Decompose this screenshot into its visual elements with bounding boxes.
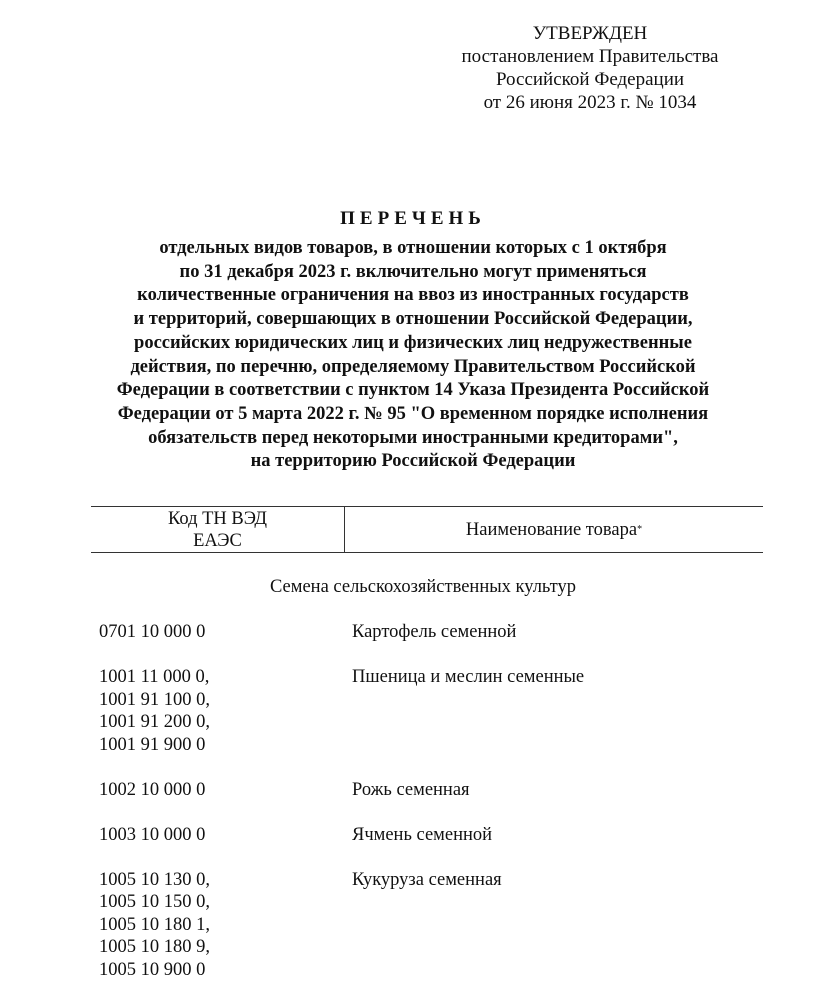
table-row xyxy=(99,869,759,982)
code-value: 1002 10 000 0 xyxy=(99,779,206,800)
column-header-code xyxy=(91,507,345,552)
subtitle-line: российских юридических лиц и физических лиц недружественные xyxy=(134,332,692,353)
approval-stamp xyxy=(440,22,740,114)
code-value: 1005 10 130 0, xyxy=(99,869,210,890)
code-value: 1001 91 900 0 xyxy=(99,734,206,755)
table-row xyxy=(99,779,759,802)
code-cell xyxy=(99,621,352,644)
table-row xyxy=(99,666,759,756)
table-row xyxy=(99,824,759,847)
column-header-code-line1: Код ТН ВЭД xyxy=(167,508,268,529)
subtitle-line: по 31 декабря 2023 г. включительно могут применяться xyxy=(179,261,647,282)
table-header xyxy=(91,506,763,553)
code-value: 1001 11 000 0, xyxy=(99,667,210,687)
document-subtitle xyxy=(60,237,766,474)
code-cell xyxy=(99,779,352,802)
column-header-code-line2: ЕАЭС xyxy=(193,530,242,551)
name-cell: Кукуруза семенная xyxy=(352,869,502,890)
code-value: 1005 10 180 9, xyxy=(99,937,210,957)
code-cell xyxy=(99,824,352,847)
subtitle-line: Федерации в соответствии с пунктом 14 Указа Президента Российской xyxy=(116,380,710,401)
section-title-text: Семена сельскохозяйственных культур xyxy=(269,577,577,597)
approval-line: Российской Федерации xyxy=(495,69,685,90)
code-value: 1001 91 200 0, xyxy=(99,712,210,732)
name-cell: Пшеница и меслин семенные xyxy=(352,667,585,687)
document-title: ПЕРЕЧЕНЬ xyxy=(340,208,486,229)
section-title xyxy=(0,576,826,598)
code-cell xyxy=(99,869,352,982)
approval-date-number: от 26 июня 2023 г. № 1034 xyxy=(483,92,697,113)
code-value: 1001 91 100 0, xyxy=(99,689,210,710)
subtitle-line: Федерации от 5 марта 2022 г. № 95 "О временном порядке исполнения xyxy=(117,403,709,424)
column-header-name: Наименование товара * xyxy=(465,519,643,540)
name-cell: Картофель семенной xyxy=(352,622,517,642)
code-value: 0701 10 000 0 xyxy=(99,622,206,642)
name-cell: Рожь семенная xyxy=(352,779,470,800)
subtitle-line: и территорий, совершающих в отношении Российской Федерации, xyxy=(133,309,693,330)
subtitle-line: действия, по перечню, определяемому Правительством Российской xyxy=(130,356,696,377)
code-value: 1005 10 900 0 xyxy=(99,959,206,980)
approval-heading: УТВЕРЖДЕН xyxy=(532,23,648,44)
name-cell: Ячмень семенной xyxy=(352,824,493,845)
subtitle-line: отдельных видов товаров, в отношении которых с 1 октября xyxy=(159,238,667,258)
subtitle-line: на территорию Российской Федерации xyxy=(250,451,576,472)
table-row xyxy=(99,621,759,644)
column-header-name-label: Наименование товара xyxy=(465,519,638,540)
subtitle-line: обязательств перед некоторыми иностранными кредиторами", xyxy=(148,427,678,448)
code-cell xyxy=(99,666,352,756)
approval-line: постановлением Правительства xyxy=(461,46,719,67)
subtitle-line: количественные ограничения на ввоз из иностранных государств xyxy=(137,285,689,306)
code-value: 1005 10 180 1, xyxy=(99,914,210,935)
table-body xyxy=(99,621,759,1004)
code-value: 1005 10 150 0, xyxy=(99,892,210,912)
code-value: 1003 10 000 0 xyxy=(99,824,206,845)
